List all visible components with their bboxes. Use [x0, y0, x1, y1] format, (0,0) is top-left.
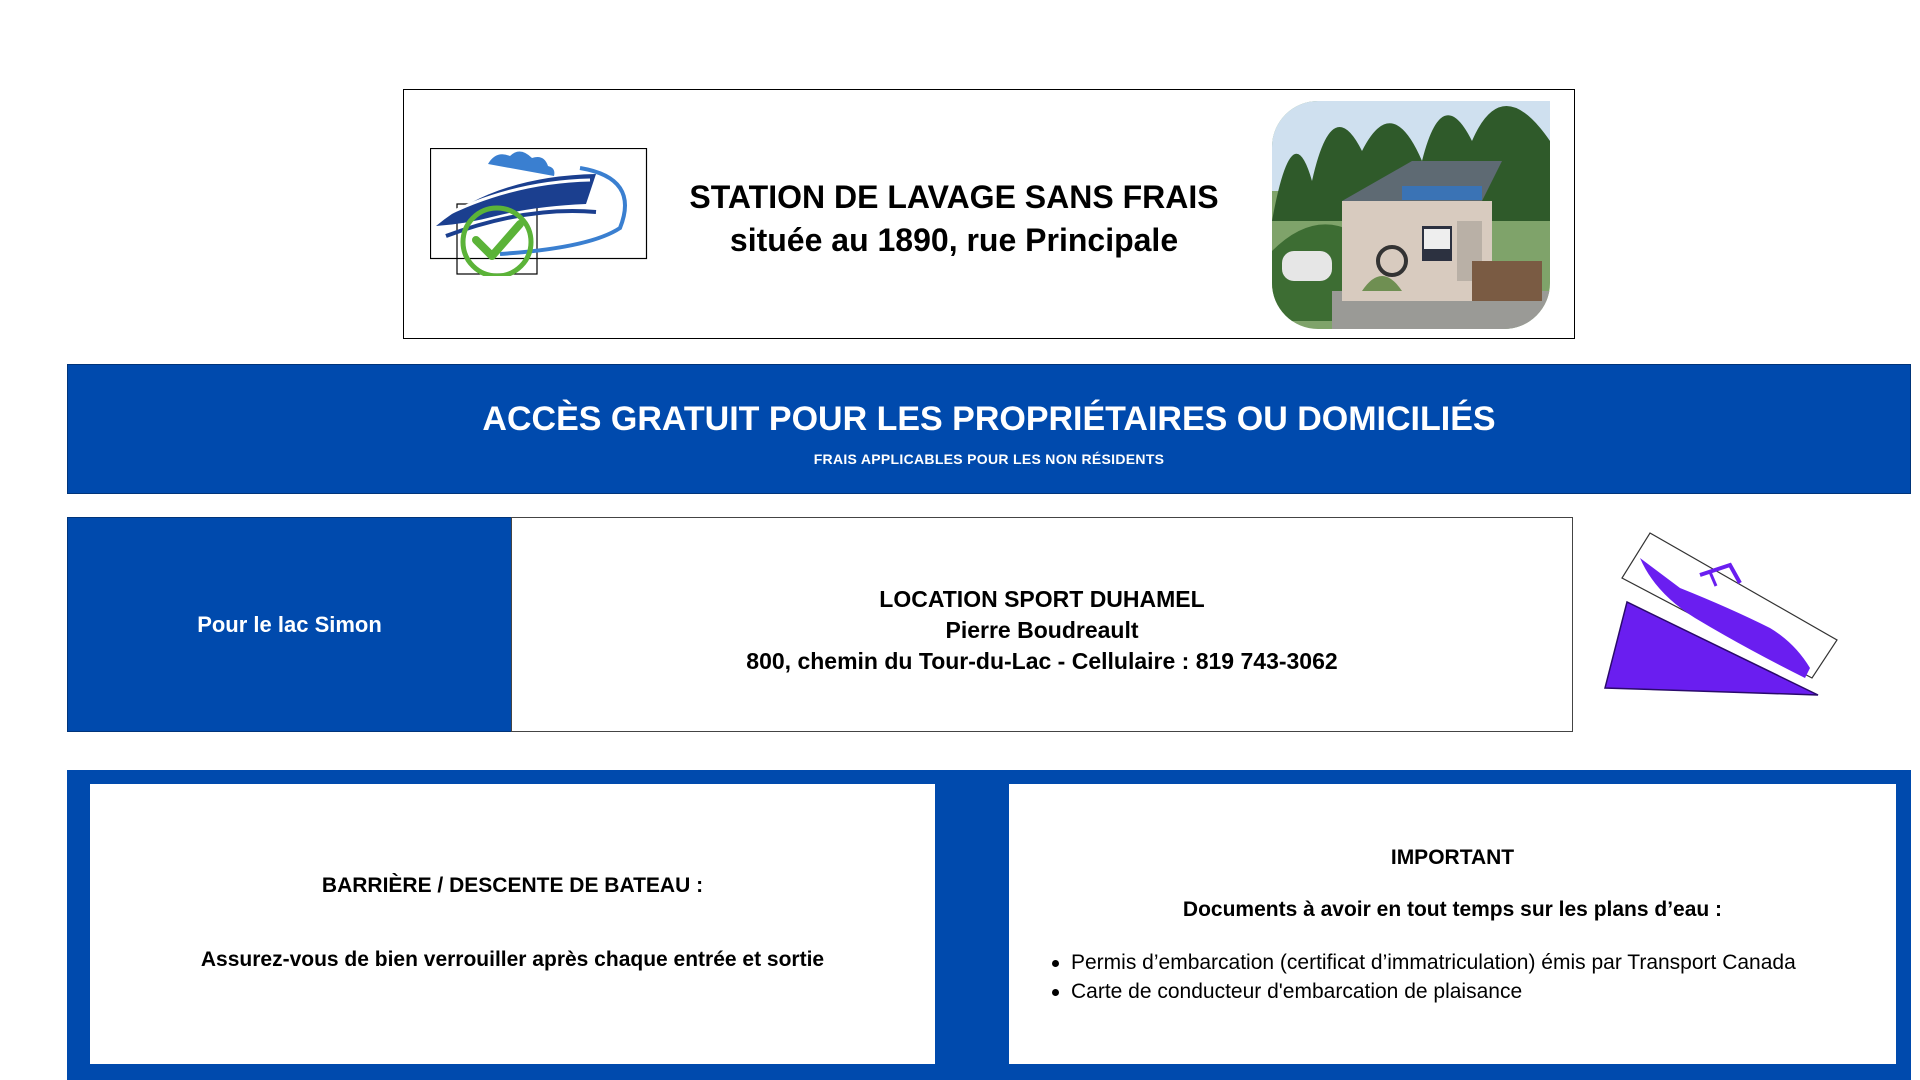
boat-wash-logo-icon — [430, 148, 648, 276]
documents-list — [1049, 948, 1896, 1006]
station-title-line1: STATION DE LAVAGE SANS FRAIS — [689, 179, 1219, 215]
header-box — [403, 89, 1575, 339]
important-heading: IMPORTANT — [1390, 846, 1515, 869]
documents-subheading: Documents à avoir en tout temps sur les plans d’eau : — [1182, 898, 1723, 921]
location-contact-box — [511, 517, 1573, 732]
purple-boat-icon — [1600, 530, 1850, 705]
wash-station-building-photo — [1272, 101, 1550, 329]
important-panel — [1009, 784, 1896, 1064]
free-access-banner — [67, 364, 1911, 494]
list-item: Permis d’embarcation (certificat d’immatriculation) émis par Transport Canada — [1049, 948, 1896, 977]
banner-title: ACCÈS GRATUIT POUR LES PROPRIÉTAIRES OU DOMICILIÉS — [482, 400, 1496, 438]
barrier-panel — [90, 784, 935, 1064]
contact-address: 800, chemin du Tour-du-Lac - Cellulaire : 819 743-3062 — [746, 648, 1338, 674]
lake-label: Pour le lac Simon — [67, 517, 512, 732]
barrier-text: Assurez-vous de bien verrouiller après chaque entrée et sortie — [200, 948, 825, 971]
banner-subtitle: FRAIS APPLICABLES POUR LES NON RÉSIDENTS — [813, 451, 1165, 467]
station-title-line2: située au 1890, rue Principale — [729, 222, 1179, 258]
info-frame — [67, 770, 1911, 1080]
station-title — [664, 176, 1244, 262]
list-item: Carte de conducteur d'embarcation de plaisance — [1049, 977, 1896, 1006]
company-name: LOCATION SPORT DUHAMEL — [879, 586, 1205, 612]
contact-name: Pierre Boudreault — [945, 617, 1139, 643]
barrier-heading: BARRIÈRE / DESCENTE DE BATEAU : — [321, 874, 704, 897]
